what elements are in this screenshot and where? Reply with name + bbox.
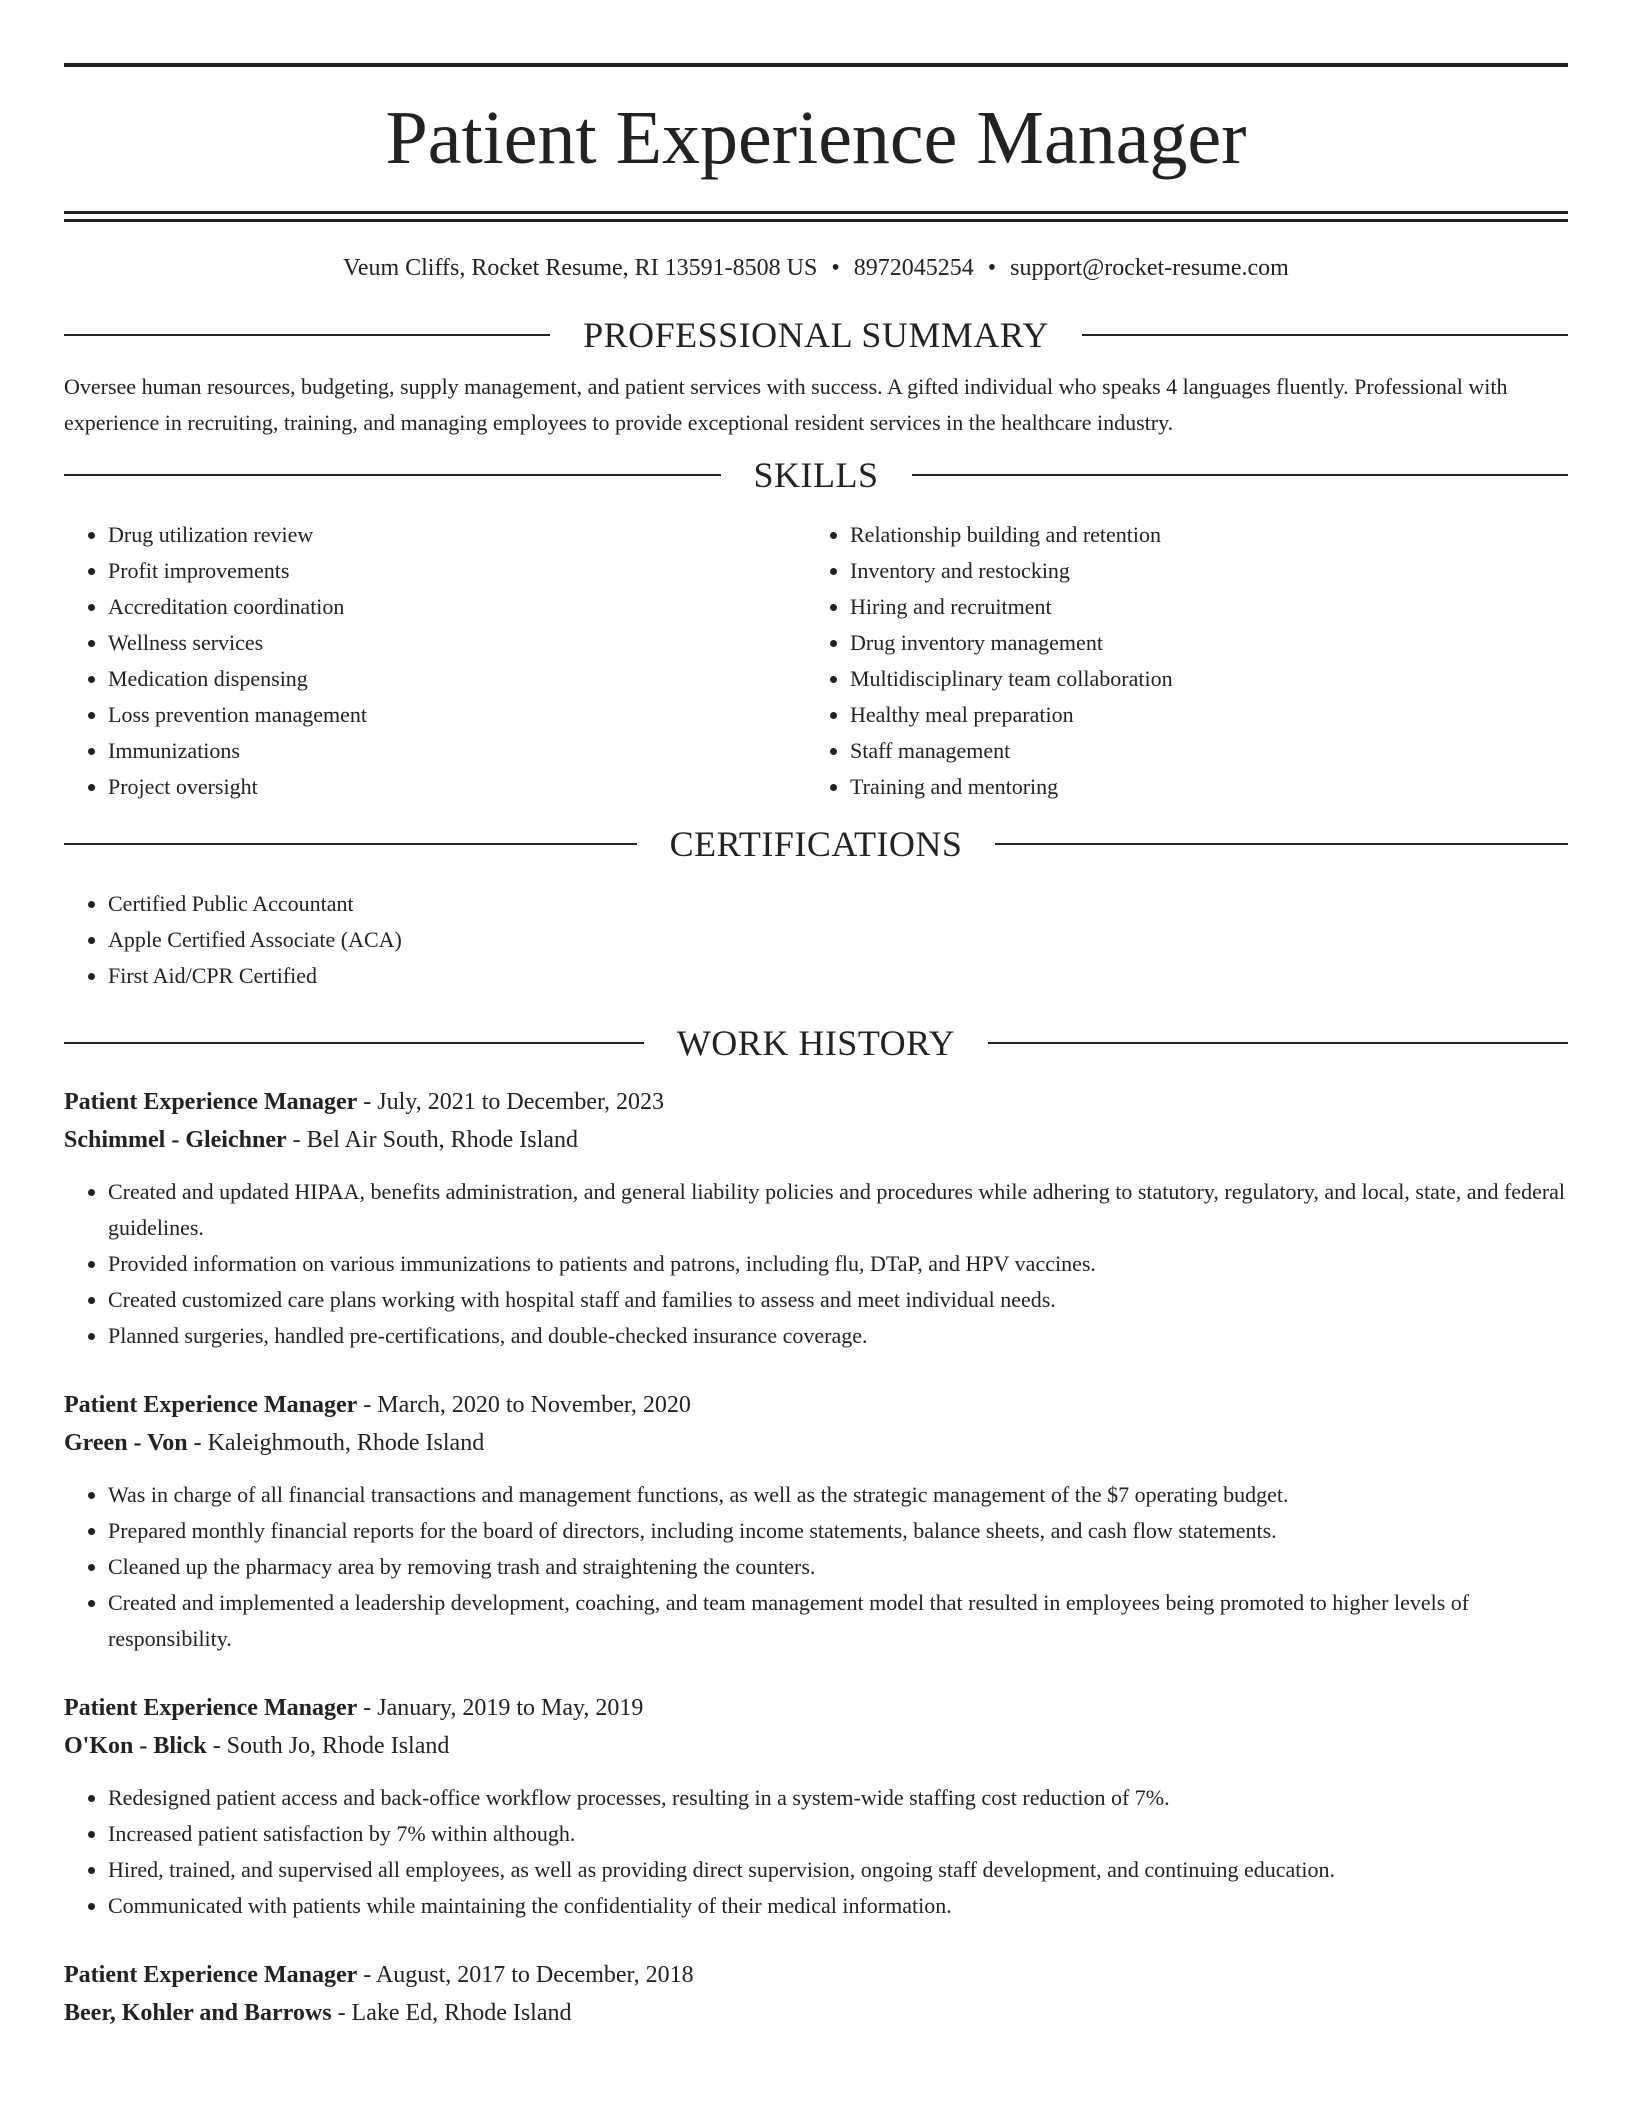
job-title-line	[64, 1689, 1568, 1727]
heading-rule-right	[995, 843, 1568, 845]
job-company-line	[64, 1121, 1568, 1159]
skill-item: • Loss prevention management	[108, 697, 806, 733]
job-location: - Lake Ed, Rhode Island	[331, 2000, 572, 2026]
certifications-list	[64, 886, 1568, 994]
job-bullet: • Cleaned up the pharmacy area by removing trash and straightening the counters.	[108, 1549, 1568, 1585]
job-bullet: • Prepared monthly financial reports for the board of directors, including income statements, balance sheets, and cash flow statements.	[108, 1513, 1568, 1549]
contact-phone: 8972045254	[853, 255, 974, 281]
heading-rule-left	[64, 474, 721, 476]
skills-list-right	[806, 517, 1548, 805]
job-title-line	[64, 1083, 1568, 1121]
certification-item: • Certified Public Accountant	[108, 886, 1568, 922]
skill-item: • Drug inventory management	[850, 625, 1548, 661]
job-dates: - March, 2020 to November, 2020	[357, 1392, 691, 1418]
job-bullet: • Planned surgeries, handled pre-certifications, and double-checked insurance coverage.	[108, 1318, 1568, 1354]
heading-rule-right	[1082, 334, 1568, 336]
skill-item: • Training and mentoring	[850, 769, 1548, 805]
job-title-line	[64, 1956, 1568, 1994]
skill-item: • Multidisciplinary team collaboration	[850, 661, 1548, 697]
job-bullet: • Communicated with patients while maintaining the confidentiality of their medical information.	[108, 1888, 1568, 1924]
job-company-line	[64, 1994, 1568, 2032]
contact-email: support@rocket-resume.com	[1010, 255, 1289, 281]
certifications-heading	[64, 824, 1568, 864]
skill-item: • Staff management	[850, 733, 1548, 769]
job-company: O'Kon - Blick	[64, 1733, 207, 1759]
skill-item: • Relationship building and retention	[850, 517, 1548, 553]
contact-separator: •	[831, 255, 840, 281]
job-bullet: • Created and updated HIPAA, benefits administration, and general liability policies and procedures while adhering to statutory, regulatory, and local, state, and federal guidelines.	[108, 1174, 1568, 1246]
job-bullets	[64, 1174, 1568, 1354]
job-bullet: • Provided information on various immunizations to patients and patrons, including flu, DTaP, and HPV vaccines.	[108, 1246, 1568, 1282]
skill-item: • Inventory and restocking	[850, 553, 1548, 589]
job-title-line	[64, 1386, 1568, 1424]
job-title: Patient Experience Manager	[64, 1392, 358, 1418]
skill-item: • Project oversight	[108, 769, 806, 805]
heading-rule-right	[912, 474, 1569, 476]
job-bullet: • Created customized care plans working with hospital staff and families to assess and meet individual needs.	[108, 1282, 1568, 1318]
job-entry	[64, 1956, 1568, 2032]
skills-list-left	[64, 517, 806, 805]
job-company: Beer, Kohler and Barrows	[64, 2000, 332, 2026]
certifications-heading-label: CERTIFICATIONS	[669, 824, 963, 864]
job-entry	[64, 1083, 1568, 1354]
contact-address: Veum Cliffs, Rocket Resume, RI 13591-8508 US	[343, 255, 818, 281]
job-bullet: • Was in charge of all financial transactions and management functions, as well as the strategic management of the $7 operating budget.	[108, 1477, 1568, 1513]
page-title: Patient Experience Manager	[385, 96, 1247, 180]
summary-text: Oversee human resources, budgeting, supply management, and patient services with success. A gifted individual who speaks 4 languages fluently. Professional with experience in recruiting, training, and managing employees to provide exceptional resident services in the healthcare industry.	[64, 374, 1508, 435]
heading-rule-left	[64, 334, 550, 336]
skill-item: • Hiring and recruitment	[850, 589, 1548, 625]
job-bullet: • Hired, trained, and supervised all employees, as well as providing direct supervision, ongoing staff development, and continuing education.	[108, 1852, 1568, 1888]
skill-item: • Medication dispensing	[108, 661, 806, 697]
job-bullet: • Created and implemented a leadership development, coaching, and team management model that resulted in employees being promoted to higher levels of responsibility.	[108, 1585, 1568, 1657]
work-heading	[64, 1023, 1568, 1063]
skill-item: • Drug utilization review	[108, 517, 806, 553]
contact-line	[64, 252, 1568, 284]
job-entry	[64, 1689, 1568, 1924]
skill-item: • Immunizations	[108, 733, 806, 769]
job-title: Patient Experience Manager	[64, 1695, 358, 1721]
job-location: - South Jo, Rhode Island	[206, 1733, 450, 1759]
job-company-line	[64, 1424, 1568, 1462]
job-location: - Kaleighmouth, Rhode Island	[187, 1430, 485, 1456]
skills-heading-label: SKILLS	[753, 455, 879, 495]
job-bullet: • Redesigned patient access and back-office workflow processes, resulting in a system-wide staffing cost reduction of 7%.	[108, 1780, 1568, 1816]
job-title: Patient Experience Manager	[64, 1962, 358, 1988]
resume-page	[64, 0, 1568, 2032]
job-bullet: • Increased patient satisfaction by 7% within although.	[108, 1816, 1568, 1852]
certification-item: • First Aid/CPR Certified	[108, 958, 1568, 994]
certification-item: • Apple Certified Associate (ACA)	[108, 922, 1568, 958]
job-company: Schimmel - Gleichner	[64, 1127, 287, 1153]
job-bullets	[64, 1780, 1568, 1924]
skills-columns	[64, 517, 1568, 805]
work-heading-label: WORK HISTORY	[676, 1023, 956, 1063]
top-rule	[64, 63, 1568, 67]
contact-separator: •	[987, 255, 997, 281]
skill-item: • Healthy meal preparation	[850, 697, 1548, 733]
summary-heading-label: PROFESSIONAL SUMMARY	[583, 315, 1049, 355]
skills-heading	[64, 455, 1568, 495]
job-company-line	[64, 1727, 1568, 1765]
job-dates: - July, 2021 to December, 2023	[357, 1089, 664, 1115]
heading-rule-left	[64, 843, 637, 845]
title-double-rule	[64, 211, 1568, 222]
skill-item: • Profit improvements	[108, 553, 806, 589]
summary-heading	[64, 315, 1568, 355]
heading-rule-right	[988, 1042, 1568, 1044]
job-dates: - August, 2017 to December, 2018	[357, 1962, 694, 1988]
job-company: Green - Von	[64, 1430, 188, 1456]
job-location: - Bel Air South, Rhode Island	[286, 1127, 578, 1153]
job-dates: - January, 2019 to May, 2019	[357, 1695, 644, 1721]
heading-rule-left	[64, 1042, 644, 1044]
skill-item: • Wellness services	[108, 625, 806, 661]
job-title: Patient Experience Manager	[64, 1089, 358, 1115]
job-entry	[64, 1386, 1568, 1657]
job-bullets	[64, 1477, 1568, 1657]
skill-item: • Accreditation coordination	[108, 589, 806, 625]
